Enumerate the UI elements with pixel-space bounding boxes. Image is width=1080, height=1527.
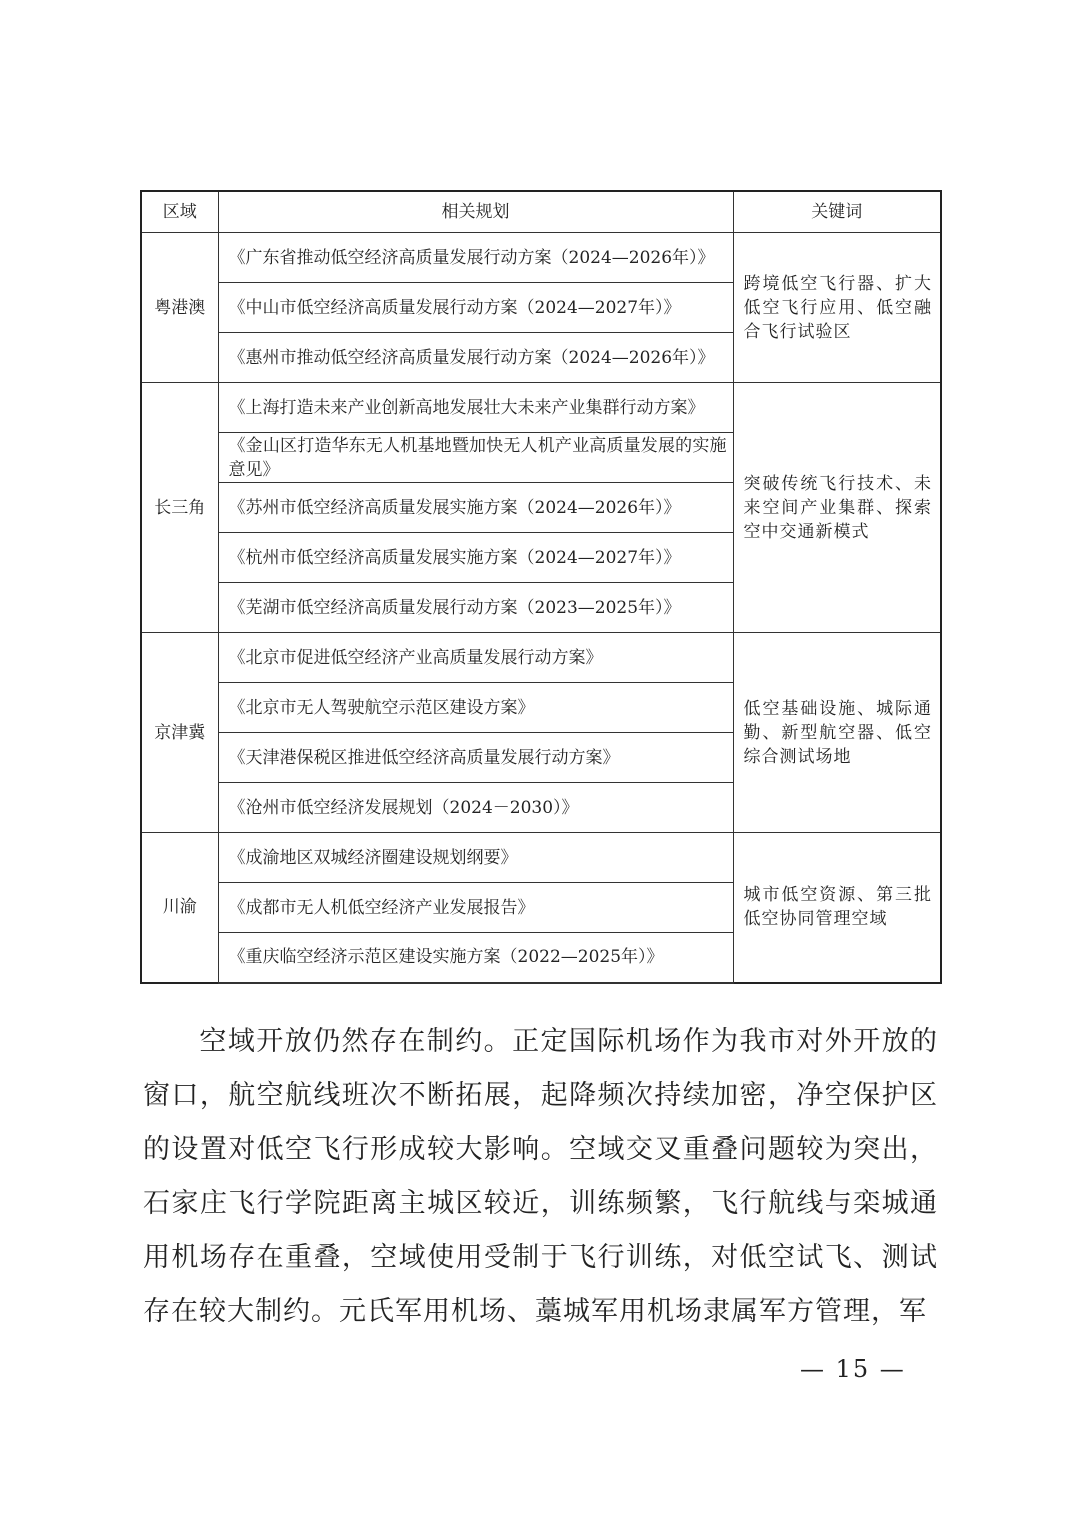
plan-cell: 《北京市无人驾驶航空示范区建设方案》 xyxy=(218,683,733,733)
paragraph-text: 空域开放仍然存在制约。正定国际机场作为我市对外开放的窗口，航空航线班次不断拓展，起降频次持续加密，净空保护区的设置对低空飞行形成较大影响。空域交叉重叠问题较为突出，石家庄飞行学院距离主城区较近，训练频繁，飞行航线与栾城通用机场存在重叠，空域使用受制于飞行训练，对低空试飞、测试存在较大制约。元氏军用机场、藁城军用机场隶属军方管理，军 xyxy=(143,1026,938,1327)
plan-cell: 《成渝地区双城经济圈建设规划纲要》 xyxy=(218,833,733,883)
plan-cell: 《成都市无人机低空经济产业发展报告》 xyxy=(218,883,733,933)
region-cell-jjj: 京津冀 xyxy=(141,633,218,833)
plan-cell: 《芜湖市低空经济高质量发展行动方案（2023—2025年）》 xyxy=(218,583,733,633)
body-paragraph xyxy=(143,1015,938,1339)
plan-cell: 《广东省推动低空经济高质量发展行动方案（2024—2026年）》 xyxy=(218,233,733,283)
plan-cell: 《上海打造未来产业创新高地发展壮大未来产业集群行动方案》 xyxy=(218,383,733,433)
header-region: 区域 xyxy=(141,191,218,233)
plan-cell: 《苏州市低空经济高质量发展实施方案（2024—2026年）》 xyxy=(218,483,733,533)
plan-cell: 《金山区打造华东无人机基地暨加快无人机产业高质量发展的实施意见》 xyxy=(218,433,733,483)
region-cell-gba: 粤港澳 xyxy=(141,233,218,383)
plan-cell: 《杭州市低空经济高质量发展实施方案（2024—2027年）》 xyxy=(218,533,733,583)
table-row xyxy=(141,633,941,683)
table-row xyxy=(141,233,941,283)
table-row xyxy=(141,833,941,883)
region-cell-yrd: 长三角 xyxy=(141,383,218,633)
plan-cell: 《惠州市推动低空经济高质量发展行动方案（2024—2026年）》 xyxy=(218,333,733,383)
plan-cell: 《沧州市低空经济发展规划（2024－2030）》 xyxy=(218,783,733,833)
keywords-cell-gba: 跨境低空飞行器、扩大低空飞行应用、低空融合飞行试验区 xyxy=(733,233,941,383)
page-number: — 15 — xyxy=(800,1355,906,1383)
keywords-cell-cy: 城市低空资源、第三批低空协同管理空域 xyxy=(733,833,941,983)
plan-cell: 《重庆临空经济示范区建设实施方案（2022—2025年）》 xyxy=(218,933,733,983)
region-cell-cy: 川渝 xyxy=(141,833,218,983)
planning-table xyxy=(140,190,942,984)
plan-cell: 《天津港保税区推进低空经济高质量发展行动方案》 xyxy=(218,733,733,783)
keywords-cell-jjj: 低空基础设施、城际通勤、新型航空器、低空综合测试场地 xyxy=(733,633,941,833)
table-row xyxy=(141,383,941,433)
keywords-cell-yrd: 突破传统飞行技术、未来空间产业集群、探索空中交通新模式 xyxy=(733,383,941,633)
plan-cell: 《中山市低空经济高质量发展行动方案（2024—2027年）》 xyxy=(218,283,733,333)
plan-cell: 《北京市促进低空经济产业高质量发展行动方案》 xyxy=(218,633,733,683)
header-plans: 相关规划 xyxy=(218,191,733,233)
table-header-row xyxy=(141,191,941,233)
header-keywords: 关键词 xyxy=(733,191,941,233)
